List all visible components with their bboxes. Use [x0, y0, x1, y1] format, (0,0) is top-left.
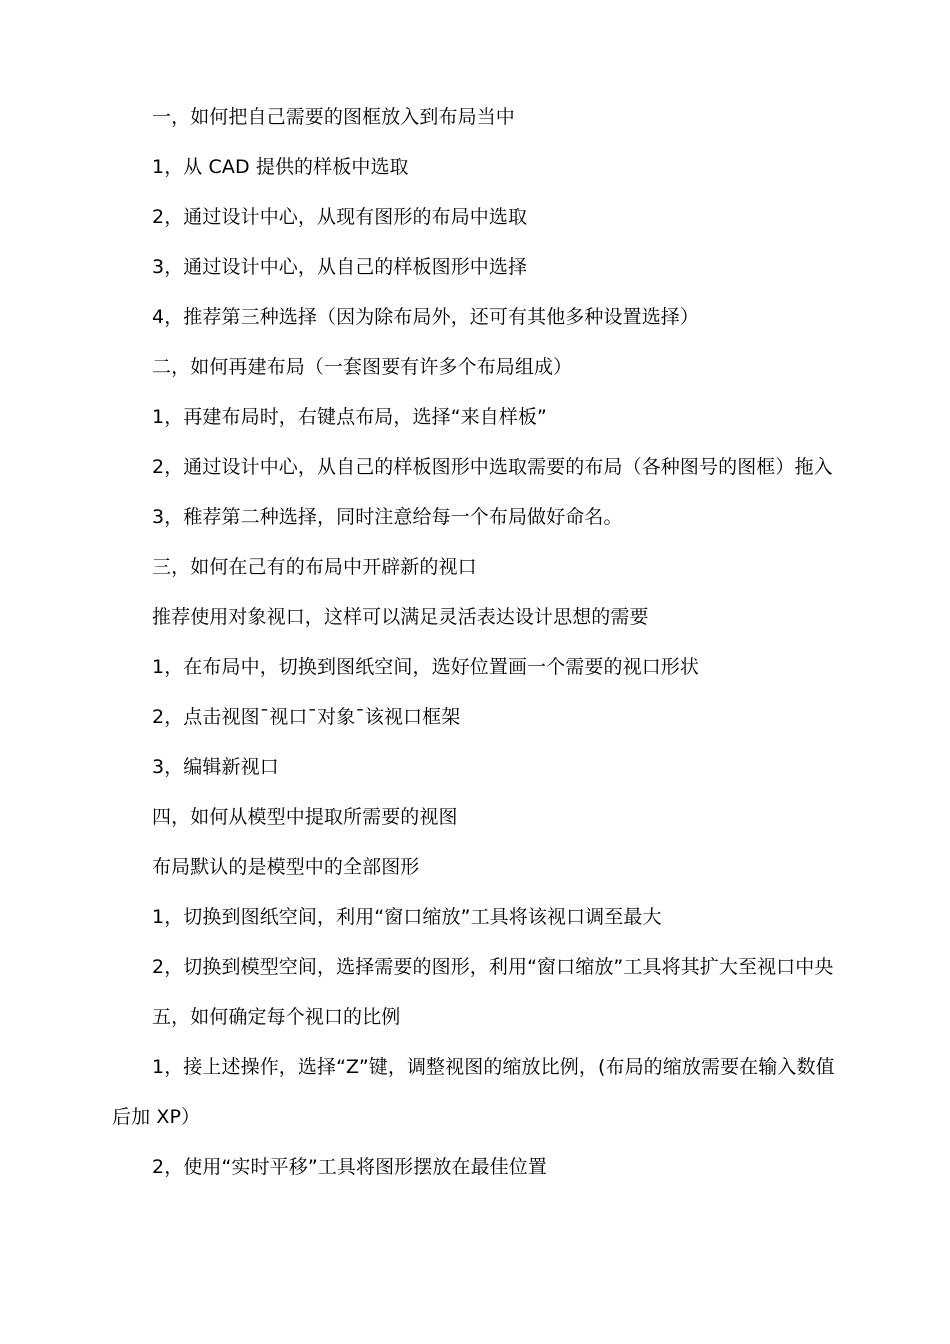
list-item: 3，稚荐第二种选择，同时注意给每一个布局做好命名。: [152, 506, 623, 528]
heading-section-3: 三，如何在己有的布局中开辟新的视口: [152, 556, 477, 578]
list-item: 1，从 CAD 提供的样板中选取: [152, 156, 409, 178]
heading-section-5: 五，如何确定每个视口的比例: [152, 1006, 401, 1028]
list-item: 2，切换到模型空间，选择需要的图形，利用“窗口缩放”工具将其扩大至视口中央: [152, 956, 834, 978]
list-item: 1，接上述操作，选择“Z”键，调整视图的缩放比例，(布局的缩放需要在输入数值后加 XP）: [112, 1056, 835, 1128]
list-item: 3，通过设计中心，从自己的样板图形中选择: [152, 256, 528, 278]
body-paragraph: 推荐使用对象视口，这样可以满足灵活表达设计思想的需要: [152, 606, 649, 628]
document-body: [112, 92, 842, 1192]
heading-section-4: 四，如何从模型中提取所需要的视图: [152, 806, 458, 828]
list-item: 3，编辑新视口: [152, 756, 279, 778]
list-item: 1，再建布局时，右键点布局，选择“来自样板”: [152, 406, 547, 428]
list-item: 1，在布局中，切换到图纸空间，选好位置画一个需要的视口形状: [152, 656, 699, 678]
list-item: 4，推荐第三种选择（因为除布局外，还可有其他多种设置选择）: [152, 306, 699, 328]
heading-section-1: 一，如何把自己需要的图框放入到布局当中: [152, 106, 515, 128]
list-item: 2，通过设计中心，从自己的样板图形中选取需要的布局（各种图号的图框）拖入: [152, 456, 833, 478]
list-item: 2，使用“实时平移”工具将图形摆放在最佳位置: [152, 1156, 547, 1178]
body-paragraph: 布局默认的是模型中的全部图形: [152, 856, 420, 878]
heading-section-2: 二，如何再建布局（一套图要有许多个布局组成）: [152, 356, 573, 378]
list-item: 2，点击视图¯视口¯对象¯该视口框架: [152, 706, 461, 728]
list-item: 2，通过设计中心，从现有图形的布局中选取: [152, 206, 528, 228]
list-item: 1，切换到图纸空间，利用“窗口缩放”工具将该视口调至最大: [152, 906, 662, 928]
